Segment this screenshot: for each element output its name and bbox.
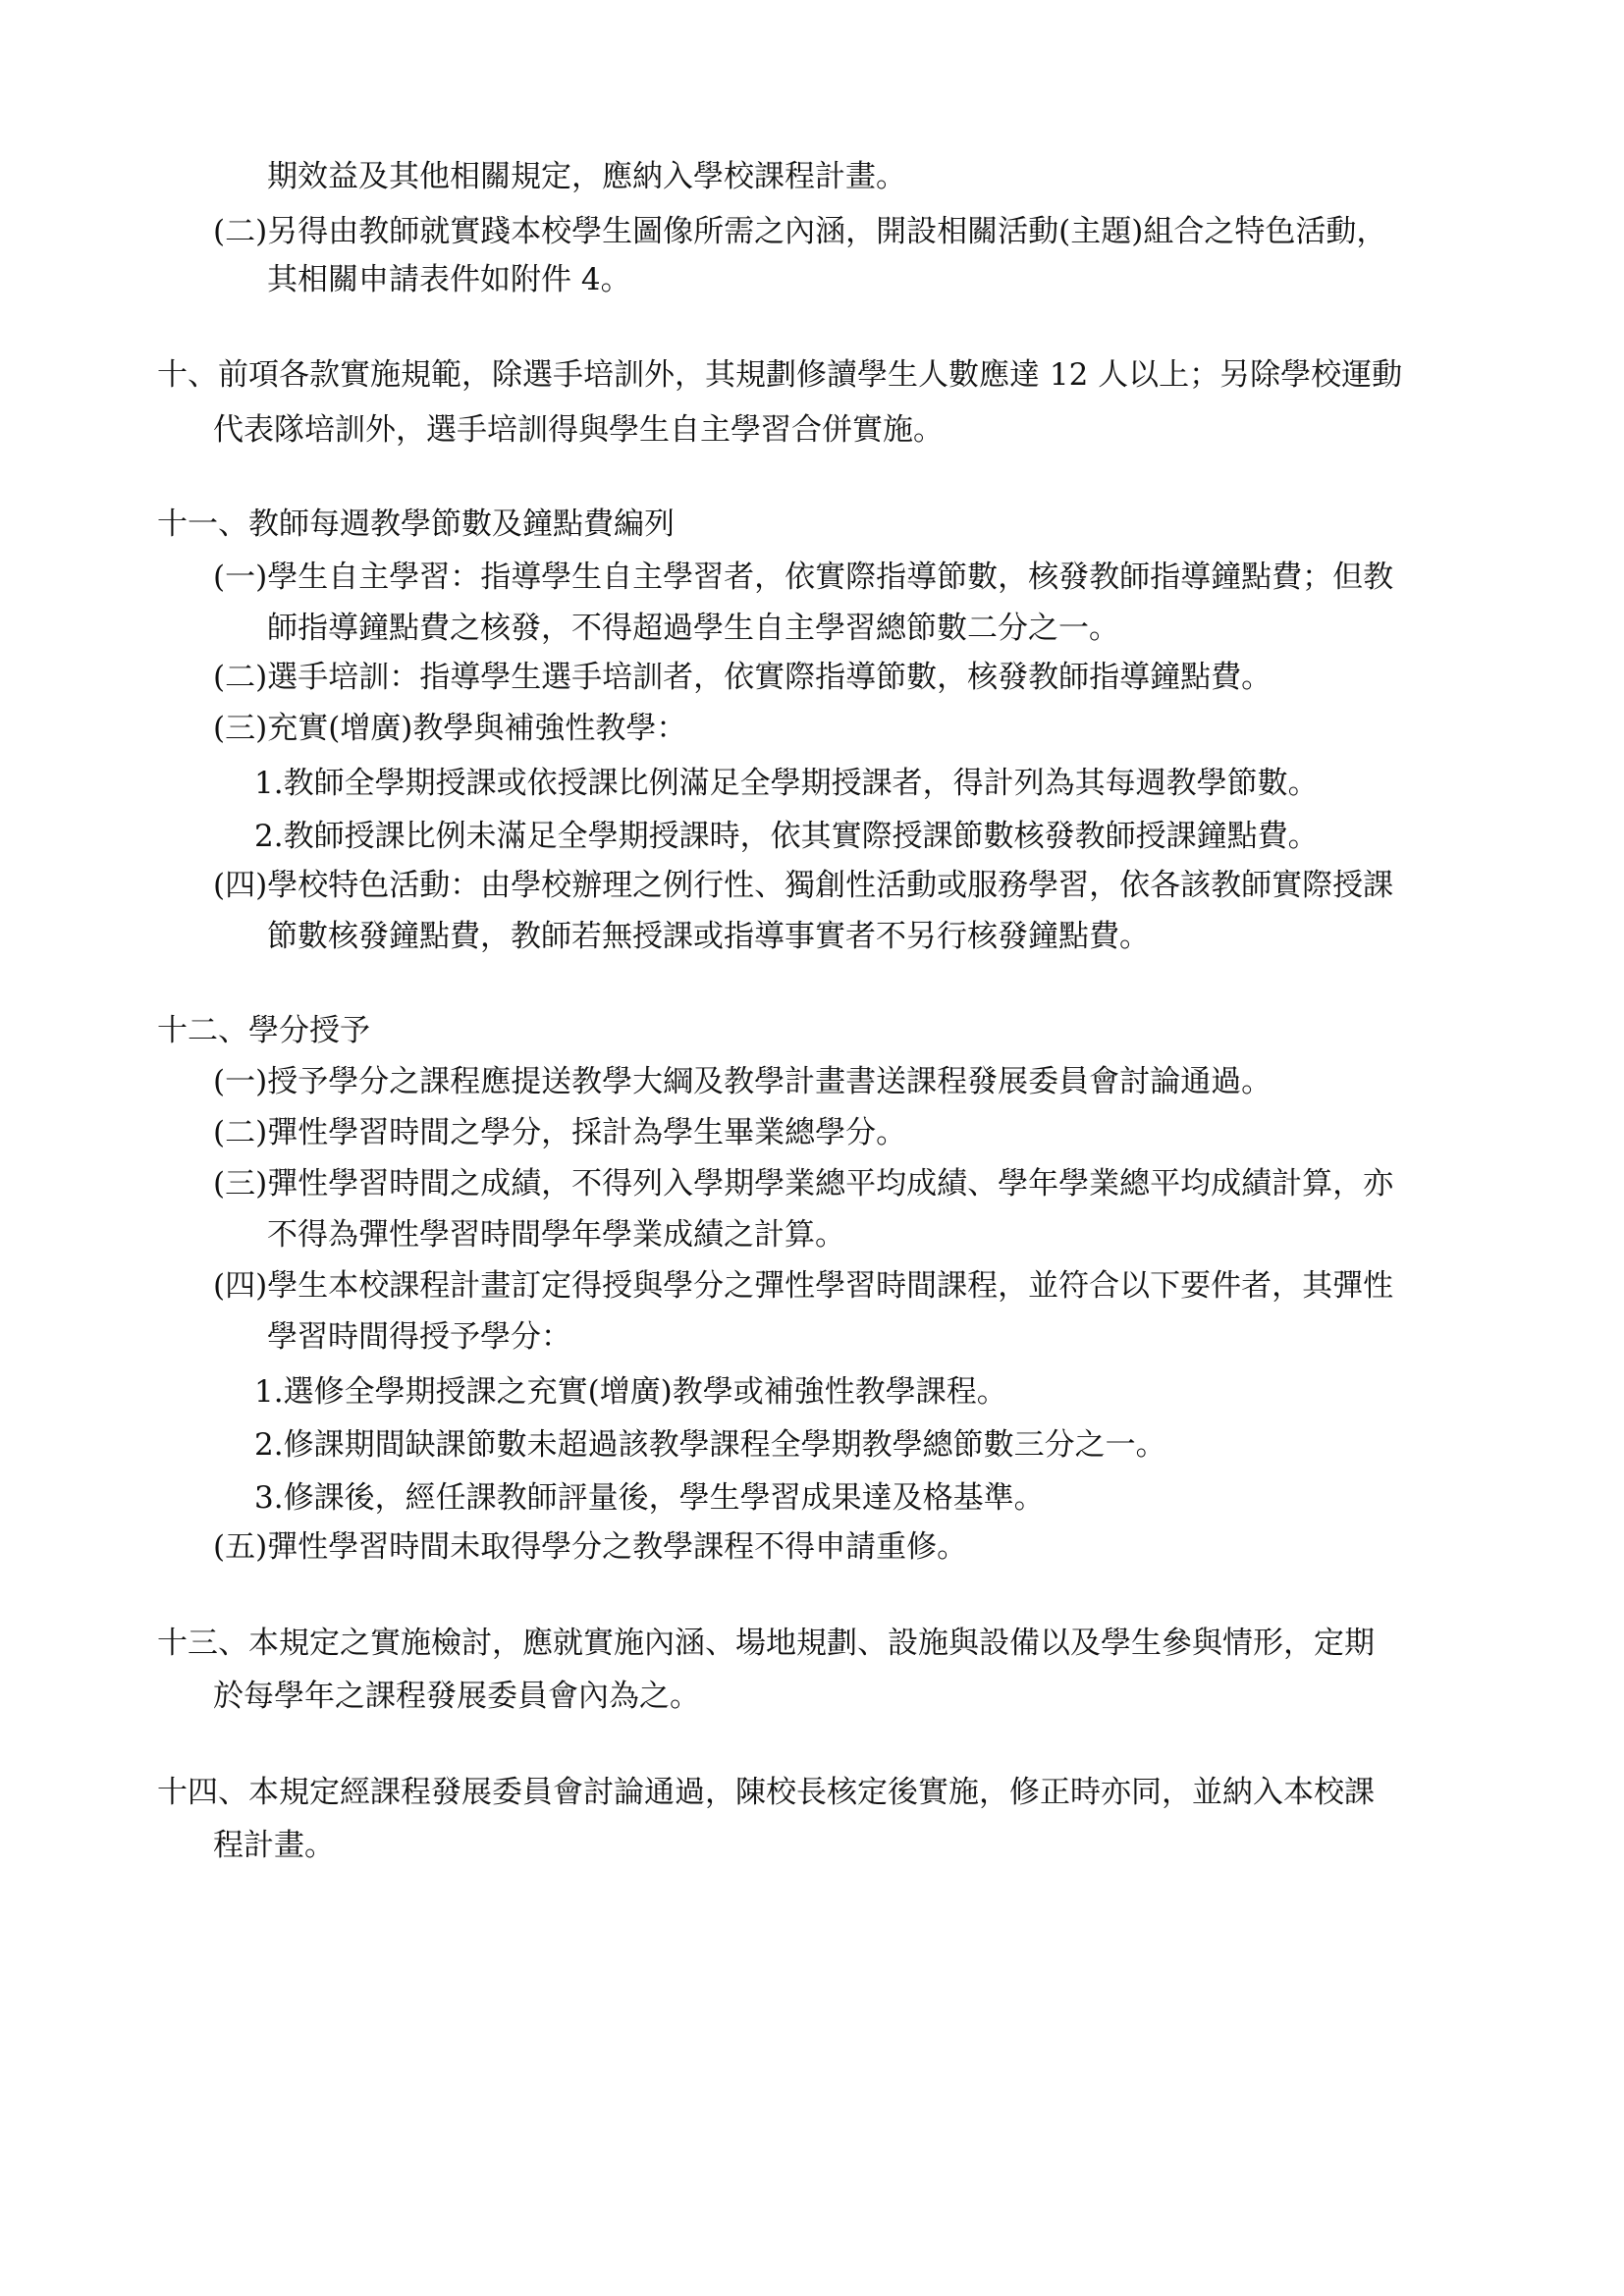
text-line: (三)彈性學習時間之成績，不得列入學期學業總平均成績、學年學業總平均成績計算，亦 — [213, 1166, 1394, 1201]
text-line: 十二、學分授予 — [157, 1013, 370, 1048]
text-line: 2.教師授課比例未滿足全學期授課時，依其實際授課節數核發教師授課鐘點費。 — [254, 819, 1319, 854]
text-line: (四)學生本校課程計畫訂定得授與學分之彈性學習時間課程，並符合以下要件者，其彈性 — [213, 1268, 1394, 1304]
text-line: (一)學生自主學習：指導學生自主學習者，依實際指導節數，核發教師指導鐘點費；但教 — [213, 560, 1394, 595]
text-line: 十四、本規定經課程發展委員會討論通過，陳校長核定後實施，修正時亦同，並納入本校課 — [157, 1775, 1375, 1810]
text-line: (二)彈性學習時間之學分，採計為學生畢業總學分。 — [213, 1115, 907, 1150]
text-line: (二)選手培訓：指導學生選手培訓者，依實際指導節數，核發教師指導鐘點費。 — [213, 660, 1272, 695]
text-line: 1.選修全學期授課之充實(增廣)教學或補強性教學課程。 — [254, 1374, 1007, 1410]
text-line: 學習時間得授予學分： — [267, 1319, 571, 1355]
text-line: 於每學年之課程發展委員會內為之。 — [213, 1679, 700, 1714]
text-line: 十三、本規定之實施檢討，應就實施內涵、場地規劃、設施與設備以及學生參與情形，定期 — [157, 1626, 1375, 1661]
text-line: 期效益及其他相關規定，應納入學校課程計畫。 — [267, 159, 906, 194]
text-line: 3.修課後，經任課教師評量後，學生學習成果達及格基準。 — [254, 1480, 1045, 1516]
text-line: 師指導鐘點費之核發，不得超過學生自主學習總節數二分之一。 — [267, 611, 1119, 646]
text-line: (二)另得由教師就實踐本校學生圖像所需之內涵，開設相關活動(主題)組合之特色活動， — [213, 214, 1387, 249]
text-line: 節數核發鐘點費，教師若無授課或指導事實者不另行核發鐘點費。 — [267, 919, 1150, 954]
text-line: 十一、教師每週教學節數及鐘點費編列 — [157, 507, 675, 542]
text-line: 代表隊培訓外，選手培訓得與學生自主學習合併實施。 — [213, 412, 944, 448]
text-line: 程計畫。 — [213, 1828, 335, 1863]
text-line: (四)學校特色活動：由學校辦理之例行性、獨創性活動或服務學習，依各該教師實際授課 — [213, 868, 1394, 903]
text-line: 十、前項各款實施規範，除選手培訓外，其規劃修讀學生人數應達 12 人以上；另除學校運動 — [157, 357, 1403, 393]
text-line: (三)充實(增廣)教學與補強性教學： — [213, 711, 687, 746]
text-line: 不得為彈性學習時間學年學業成績之計算。 — [267, 1217, 845, 1253]
text-line: (五)彈性學習時間未取得學分之教學課程不得申請重修。 — [213, 1529, 968, 1565]
text-line: 1.教師全學期授課或依授課比例滿足全學期授課者，得計列為其每週教學節數。 — [254, 766, 1319, 801]
text-line: (一)授予學分之課程應提送教學大綱及教學計畫書送課程發展委員會討論通過。 — [213, 1064, 1272, 1099]
text-line: 其相關申請表件如附件 4。 — [267, 262, 631, 297]
text-line: 2.修課期間缺課節數未超過該教學課程全學期教學總節數三分之一。 — [254, 1427, 1166, 1463]
